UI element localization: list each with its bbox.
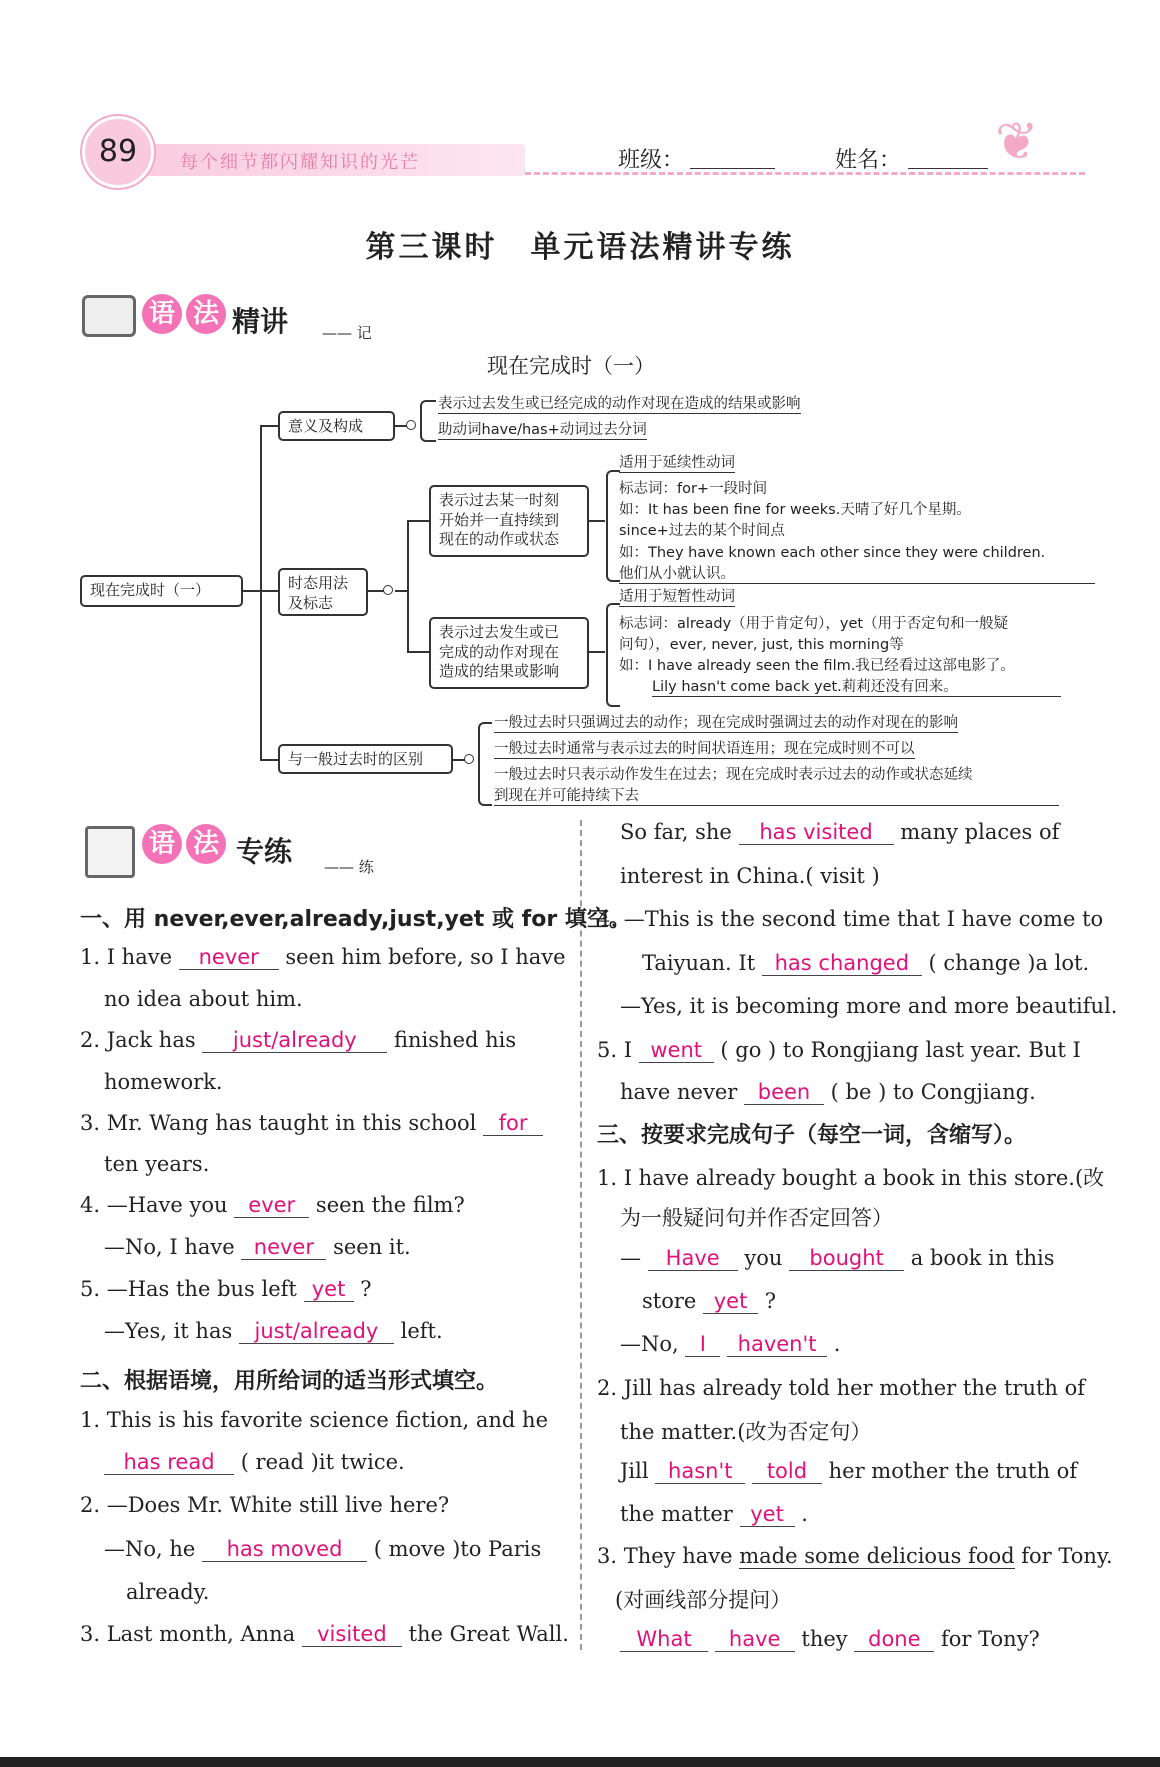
bottom-bar [0, 1757, 1160, 1767]
s3-q2-answer-1[interactable]: hasn't [655, 1460, 745, 1484]
s1-q5-answer-1[interactable]: yet [304, 1278, 354, 1302]
s3-q3-answer-3[interactable]: done [854, 1628, 934, 1652]
s1-q3-answer[interactable]: for [483, 1112, 543, 1136]
s1-q4-answer-1[interactable]: ever [234, 1194, 309, 1218]
s2-q5-answer-1[interactable]: went [639, 1039, 714, 1063]
grammar-practice-note: —— 练 [324, 858, 374, 876]
s3-q1: 1. I have already bought a book in this store.(改 [597, 1166, 1105, 1190]
diagram-usage-a-box: 表示过去某一时刻 开始并一直持续到 现在的动作或状态 [429, 485, 589, 557]
page-number: 89 [82, 116, 154, 188]
s3-q3-answer-1[interactable]: What [620, 1628, 708, 1652]
grammar-lecture-label: 精讲 [232, 305, 289, 338]
diagram-usage-a-line-1: 标志词：for+一段时间 [619, 481, 768, 497]
s3-q1-answer-5[interactable]: haven't [727, 1333, 827, 1357]
diagram-meaning-1: 表示过去发生或已经完成的动作对现在造成的结果或影响 [438, 392, 801, 414]
practice-badge-a: 语 [142, 824, 182, 864]
diagram-usage-b-line-2: 问句），ever, never, just, this morning等 [619, 637, 904, 653]
s3-q2-answer-2[interactable]: told [752, 1460, 822, 1484]
grammar-practice-label: 专练 [236, 835, 293, 868]
s2-q4: 4. —This is the second time that I have come to [597, 907, 1104, 931]
name-label: 姓名： [835, 148, 902, 173]
notebook-pencil-icon [85, 826, 135, 878]
s2-q1: 1. This is his favorite science fiction, and he [80, 1408, 548, 1432]
diagram-usage-a-line-5: 他们从小就认识。 [619, 562, 1095, 584]
section1-title: 一、用 never,ever,already,just,yet 或 for 填空。 [80, 907, 631, 932]
s2-q1-answer[interactable]: has read [104, 1451, 234, 1475]
s2-q3-answer[interactable]: visited [302, 1623, 402, 1647]
grammar-lecture-note: —— 记 [322, 324, 372, 342]
page-title: 第三课时 单元语法精讲专练 [365, 230, 795, 265]
diagram-usage-b-line-3: 如：I have already seen the film.我已经看过这部电影了。 [619, 658, 1015, 674]
s1-q5-answer-2[interactable]: just/already [239, 1320, 394, 1344]
s2-q5-answer-2[interactable]: been [744, 1081, 824, 1105]
diagram-usage-a-line-2: 如：It has been fine for weeks.天晴了好几个星期。 [619, 502, 971, 518]
diagram-usage-b-line-1: 标志词：already（用于肯定句），yet（用于否定句和一般疑 [619, 616, 1009, 632]
grammar-badge-b: 法 [186, 294, 226, 334]
s1-q5: 5. —Has the bus left yet ? [80, 1277, 372, 1301]
grammar-badge-a: 语 [142, 294, 182, 334]
diagram-meaning-2: 助动词have/has+动词过去分词 [438, 418, 647, 440]
diagram-diff-line-2: 一般过去时通常与表示过去的时间状语连用；现在完成时则不可以 [494, 737, 915, 759]
diagram-root-box: 现在完成时（一） [80, 575, 243, 607]
s2-q2-answer[interactable]: has moved [202, 1538, 367, 1562]
s3-q3: 3. They have made some delicious food for Tony. [597, 1544, 1113, 1568]
column-divider [580, 820, 582, 1650]
name-blank[interactable] [908, 168, 988, 169]
diagram-meaning-box: 意义及构成 [278, 411, 395, 441]
class-label: 班级： [618, 148, 685, 173]
diagram-title: 现在完成时（一） [487, 354, 655, 378]
s1-q4-answer-2[interactable]: never [241, 1236, 326, 1260]
section2-title: 二、根据语境，用所给词的适当形式填空。 [80, 1369, 499, 1394]
s2-q3-answer-2[interactable]: has visited [739, 821, 894, 845]
diagram-usage-a-line-4: 如：They have known each other since they were children. [619, 545, 1046, 561]
s1-q3: 3. Mr. Wang has taught in this school for [80, 1111, 543, 1136]
s2-q2: 2. —Does Mr. White still live here? [80, 1493, 450, 1517]
s3-q3-answer-2[interactable]: have [715, 1628, 795, 1652]
section3-title: 三、按要求完成句子（每空一词，含缩写）。 [597, 1123, 1027, 1148]
diagram-diff-line-3: 一般过去时只表示动作发生在过去；现在完成时表示过去的动作或状态延续 [494, 767, 973, 783]
s2-q3: 3. Last month, Anna visited the Great Wall. [80, 1622, 569, 1646]
s3-q1-answer-1[interactable]: Have [648, 1247, 738, 1271]
s1-q2-answer[interactable]: just/already [202, 1029, 387, 1053]
s3-q2-answer-3[interactable]: yet [740, 1503, 795, 1527]
s3-q1-answer-2[interactable]: bought [789, 1247, 904, 1271]
diagram-diff-box: 与一般过去时的区别 [278, 744, 453, 774]
header-dash-line [525, 172, 1085, 175]
diagram-usage-a-head: 适用于延续性动词 [619, 451, 735, 473]
class-blank[interactable] [690, 168, 775, 169]
s1-q1: 1. I have never seen him before, so I have [80, 945, 566, 969]
s1-q2: 2. Jack has just/already finished his [80, 1028, 517, 1052]
s3-q1-answer-4[interactable]: I [685, 1333, 720, 1357]
diagram-usage-b-line-4: Lily hasn't come back yet.莉莉还没有回来。 [652, 675, 1061, 697]
s2-q5: 5. I went ( go ) to Rongjiang last year. But I [597, 1038, 1081, 1062]
s1-q4: 4. —Have you ever seen the film? [80, 1193, 465, 1217]
s1-q1-answer[interactable]: never [179, 946, 279, 970]
diagram-diff-line-1: 一般过去时只强调过去的动作；现在完成时强调过去的动作对现在的影响 [494, 711, 958, 733]
diagram-diff-line-4: 到现在并可能持续下去 [494, 784, 1059, 806]
s3-q1-answer-3[interactable]: yet [703, 1290, 758, 1314]
s3-q2: 2. Jill has already told her mother the truth of [597, 1376, 1086, 1400]
s3-q3-underlined: made some delicious food [739, 1544, 1015, 1568]
diagram-usage-box: 时态用法 及标志 [278, 568, 368, 616]
diagram-usage-a-line-3: since+过去的某个时间点 [619, 523, 785, 539]
flower-ornament-icon: ❦ [995, 112, 1039, 172]
diagram-usage-b-box: 表示过去发生或已 完成的动作对现在 造成的结果或影响 [429, 617, 589, 689]
header-slogan: 每个细节都闪耀知识的光芒 [180, 152, 420, 173]
diagram-usage-b-head: 适用于短暂性动词 [619, 585, 735, 607]
s2-q4-answer[interactable]: has changed [762, 952, 922, 976]
tv-icon [82, 295, 136, 337]
practice-badge-b: 法 [186, 824, 226, 864]
